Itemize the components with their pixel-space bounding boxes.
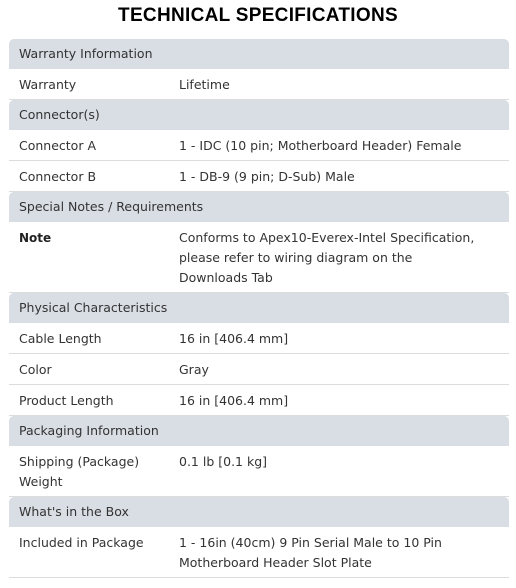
spec-row-shipping-weight	[9, 446, 509, 497]
spec-label: Connector A	[19, 138, 96, 153]
spec-row-note	[9, 222, 509, 293]
spec-value: 1 - 16in (40cm) 9 Pin Serial Male to 10 Pin Motherboard Header Slot Plate	[179, 535, 442, 570]
spec-row-product-length	[9, 385, 509, 416]
spec-label: Note	[19, 231, 52, 245]
section-header-physical-characteristics: Physical Characteristics	[9, 293, 509, 323]
section-header-special-notes: Special Notes / Requirements	[9, 192, 509, 222]
spec-label: Connector B	[19, 169, 97, 184]
spec-value: Lifetime	[179, 77, 230, 92]
section-header-connectors: Connector(s)	[9, 100, 509, 130]
spec-label: Included in Package	[19, 535, 144, 550]
spec-row-connector-b	[9, 161, 509, 192]
spec-label: Color	[19, 362, 52, 377]
spec-label: Shipping (Package) Weight	[19, 454, 140, 489]
page-title: TECHNICAL SPECIFICATIONS	[118, 5, 398, 26]
section-header-whats-in-the-box: What's in the Box	[9, 497, 509, 527]
spec-row-cable-length	[9, 323, 509, 354]
spec-row-connector-a	[9, 130, 509, 161]
spec-label: Product Length	[19, 393, 114, 408]
spec-row-warranty	[9, 69, 509, 100]
spec-value: 16 in [406.4 mm]	[179, 331, 289, 346]
spec-row-included-in-package	[9, 527, 509, 578]
section-header-packaging-information: Packaging Information	[9, 416, 509, 446]
spec-label: Warranty	[19, 77, 77, 92]
spec-value: 0.1 lb [0.1 kg]	[179, 454, 268, 469]
spec-row-color	[9, 354, 509, 385]
section-header-warranty-information: Warranty Information	[9, 39, 509, 69]
spec-value: Gray	[179, 362, 209, 377]
spec-label: Cable Length	[19, 331, 102, 346]
spec-value: Conforms to Apex10-Everex-Intel Specification, please refer to wiring diagram on the Downloads Tab	[179, 230, 475, 285]
spec-value: 1 - IDC (10 pin; Motherboard Header) Female	[179, 138, 462, 153]
spec-value: 16 in [406.4 mm]	[179, 393, 289, 408]
spec-value: 1 - DB-9 (9 pin; D-Sub) Male	[179, 169, 355, 184]
spec-table	[9, 39, 509, 578]
